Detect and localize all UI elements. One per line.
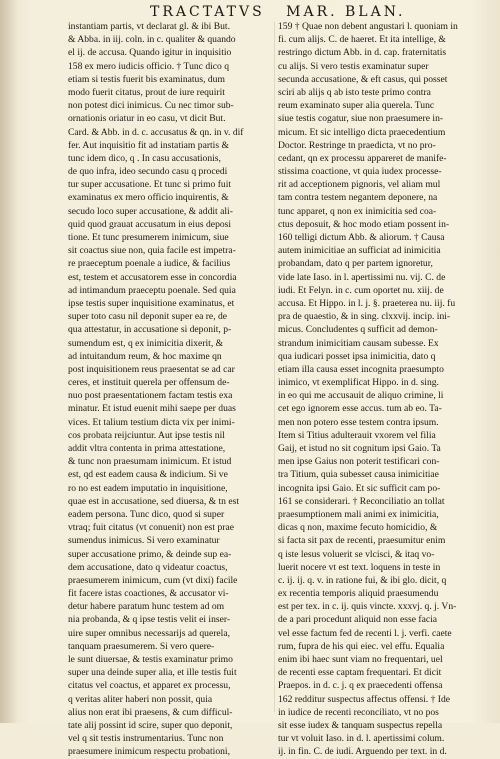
text-line: reum examinato super alia querela. Tunc: [278, 100, 435, 112]
text-line: accusa. Et Hippo. in l. j. §. praeterea nu. iij. fu: [278, 297, 456, 309]
text-line: inimico, vt exemplificat Hippo. in d. sing.: [278, 377, 439, 389]
text-line: cu alijs. Si vero testis examinatur super: [278, 60, 429, 72]
text-line: Gaij, et istud no sit cognitum ipsi Gaio. Ta: [278, 443, 441, 454]
text-line: tanquam praesumerem. Si vero quere-: [68, 640, 215, 652]
text-line: tur vt voluit Iaso. in d. l. apertissimi colum.: [278, 733, 445, 745]
text-line: super una deinde super alia, et ille testis fuit: [68, 667, 237, 679]
text-line: c. ij. ij. q. v. in ratione fui, & ibi glo. dicit, q: [278, 574, 447, 586]
text-line: el ij. de accusa. Quando igitur in inquisitio: [68, 47, 232, 59]
text-line: tam contra testem negantem deponere, na: [278, 192, 438, 204]
running-header: [150, 4, 480, 20]
text-line: q iste lesus voluerit se vlcisci, & itaq vo-: [278, 548, 435, 560]
text-line: in eo qui me accusauit de aliquo crimine, li: [278, 390, 444, 402]
text-line: sit esse iudex & tanquam suspectus repella: [278, 719, 443, 731]
text-line: etiam illa causa esset incognita praesumpto: [278, 363, 444, 375]
text-line: tunc idem dico, q . In casu accusationis,: [68, 152, 221, 164]
text-line: & tunc non praesumam inimicum. Et istud: [68, 456, 232, 468]
text-line: 159 † Quae non debent angustari l. quoniam in: [278, 21, 458, 32]
text-line: eadem persona. Tunc dico, quod si super: [68, 508, 225, 520]
text-line: probandam, dato q per partem ignoretur,: [278, 258, 433, 270]
text-line: siue testis cogatur, siue non praesumere in-: [278, 113, 444, 125]
text-line: etiam si testis fuerit bis examinatus, dum: [68, 73, 225, 85]
text-line: examinatus ex mero officio inquirentis, &: [68, 192, 229, 204]
text-line: addit vltra contenta in prima attestatione,: [68, 443, 226, 454]
text-line: 160 telligi dictum Abb. & aliorum. † Causa: [278, 232, 445, 243]
text-line: micus. Concludentes q sufficit ad demon-: [278, 324, 438, 336]
text-line: 162 redditur suspectus affectus offensi. † Ide: [278, 693, 451, 705]
text-line: in iudice de recenti reconciliato, vt no pos: [278, 706, 439, 718]
text-line: vtraq; fuit citatus (vt conuenit) non est prae: [68, 522, 234, 534]
text-line: autem inimicitiae an sufficiat ad inimicitia: [278, 245, 441, 257]
text-line: alius non erat ibi praesens, & cum difficul-: [68, 706, 233, 718]
text-line: modo fuerit citatus, prout de iure requirit: [68, 86, 225, 98]
text-line: nuo post praesentationem factam testis exa: [68, 390, 233, 402]
text-line: praesumere inimicum respectu probationi,: [68, 746, 230, 758]
text-line: quid quod grauat accusatum in eius deposi: [68, 218, 232, 230]
text-line: citatus vel coactus, et apparet ex processu,: [68, 680, 231, 692]
text-line: praesumptionem mali animi ex inimicitia,: [278, 508, 439, 520]
text-line: Card. & Abb. in d. c. accusatus & qn. in v. dif: [68, 126, 244, 138]
left-text-column: [68, 20, 273, 759]
text-line: men non potero esse testem contra ipsum.: [278, 416, 439, 428]
text-line: qua iudicari posset ipsa inimicitia, dato q: [278, 350, 436, 362]
text-line: men ipse Gaius non poterit testificari con-: [278, 456, 440, 468]
text-line: sumendum est, q ex inimicitia dixerit, &: [68, 337, 224, 349]
header-author: MAR. BLAN.: [286, 4, 406, 20]
text-line: vices. Et talium testium dicta vix per inimi-: [68, 416, 235, 428]
text-line: secunda accusatione, & eft casus, qui posset: [278, 73, 448, 85]
text-line: ex recentia temporis aliquid praesumendu: [278, 588, 439, 600]
text-line: ipse testis super inquisitione examinatus, et: [68, 297, 235, 309]
text-line: ad intuitandum reum, & hoc maxime qn: [68, 350, 222, 362]
text-line: detur habere paratum hunc testem ad om: [68, 601, 225, 613]
header-title: TRACTATVS: [150, 4, 265, 20]
text-line: dem accusatione, dato q videatur coactus,: [68, 561, 228, 573]
text-line: ad intimandum praeceptu poenale. Sed quia: [68, 284, 236, 296]
text-line: tione. Et tunc presumerem inimicum, siue: [68, 232, 229, 243]
page-gutter-shadow: [0, 0, 18, 723]
text-line: tra Titium, quia subesset causa inimicitiae: [278, 469, 439, 481]
text-line: ornationis oriatur in eo casu, vt dicit But.: [68, 113, 226, 125]
text-line: tate alij possint id scire, super quo deponit,: [68, 719, 233, 731]
text-line: secudo loco super accusatione, & addit ali-: [68, 205, 233, 217]
text-line: incognita ipsi Gaio. Et sic sufficit cam po-: [278, 482, 441, 494]
text-line: est per tex. in c. ij. quis vincte. xxxvj. q. j. Vn-: [278, 601, 457, 613]
text-line: ro no est eadem imputatio in inquisitione,: [68, 482, 228, 494]
text-line: de recenti esse captam frequentari. Et dicit: [278, 667, 442, 679]
text-line: vel q sit testis instrumentarius. Tunc non: [68, 733, 224, 745]
text-line: instantiam partis, vt declarat gl. & ibi But.: [68, 21, 230, 32]
text-line: super accusatione primo, & deinde sup ea-: [68, 548, 232, 560]
text-line: q veritas aliter haberi non possit, quia: [68, 693, 213, 705]
text-line: rum, fupra de his qui eiec. vel effu. Equalia: [278, 640, 445, 652]
text-line: minatur. Et istud euenit mihi saepe per duas: [68, 403, 236, 415]
text-line: re praeceptum poenale a iudice, & facilius: [68, 258, 231, 270]
text-line: tunc apparet, q non ex inimicitia sed coa-: [278, 205, 437, 217]
text-line: & Abba. in iij. coln. in c. qualiter & quando: [68, 34, 236, 46]
text-line: vel esse factum fed de recenti l. j. verfi. caete: [278, 627, 452, 639]
text-line: de a pari procedunt aliquid non esse facia: [278, 614, 438, 626]
text-line: stissima coactione, vt quia iudex processe-: [278, 166, 442, 178]
text-line: fer. Aut inquisitio fit ad instatiam partis &: [68, 139, 229, 151]
text-line: cedant, qn ex processu appareret de manife-: [278, 152, 447, 164]
text-line: luerit nocere vt est text. loquens in teste in: [278, 561, 441, 573]
text-line: vide late Iaso. in l. apertissimi nu. vij. C. de: [278, 271, 446, 283]
text-line: super toto casu nil deponit super ea re, de: [68, 311, 228, 323]
text-line: pra de quaestio, & in sing. clxxvij. incip. ini-: [278, 311, 451, 323]
text-line: ceres, et instituit querela per offensum de-: [68, 377, 230, 389]
text-line: le sunt diuersae, & testis examinatur primo: [68, 654, 233, 665]
text-line: de quo infra, ideo secundo casu q procedi: [68, 166, 228, 178]
text-line: uire super omnibus necessarijs ad querela,: [68, 627, 230, 639]
text-line: cos probata reijciuntur. Aut ipse testis nil: [68, 429, 225, 441]
text-line: est, testem et accusatorem esse in concordia: [68, 271, 237, 283]
text-line: fi. cum alijs. C. de haeret. Et ita intellige, &: [278, 34, 446, 46]
text-line: micum. Et sic intelligo dicta praecedentium: [278, 126, 446, 138]
column-divider: [274, 22, 275, 712]
text-line: est, qd est eadem causa & indicium. Si ve: [68, 469, 228, 481]
text-line: Praepos. in d. c. j. q ex praecedenti offensa: [278, 680, 443, 692]
text-line: dicas q non, maxime fecuto homicidio, &: [278, 522, 438, 534]
text-line: rit ad acceptionem pignoris, vel aliam mul: [278, 179, 441, 191]
right-text-column: [278, 20, 483, 759]
text-line: sit coactus siue non, quia facile est impetra-: [68, 245, 236, 257]
text-line: ij. in fin. C. de iudi. Arguendo per text. in d.: [278, 746, 447, 758]
text-line: nia probanda, & q ipse testis velit ei inser-: [68, 614, 231, 626]
text-line: tur super accusatione. Et tunc si primo fuit: [68, 179, 232, 191]
text-line: qua attestatur, in accusatione si deponit, p-: [68, 324, 232, 336]
text-line: Item si Titius adulterauit vxorem vel filia: [278, 429, 436, 441]
text-line: enim ibi haec sunt viam no frequentari, uel: [278, 654, 443, 665]
text-line: quae est in accusatione, sed diuersa, & tn est: [68, 495, 240, 507]
text-line: Doctor. Restringe tn praedicta, vt no pro-: [278, 139, 436, 151]
text-line: fit facere istas coactiones, & accusator vi-: [68, 588, 229, 600]
text-line: cet ego ignorem esse accus. tum ab eo. Ta-: [278, 403, 442, 415]
text-line: sumendus inimicus. Si vero examinatur: [68, 535, 220, 547]
text-line: si facta sit pax de recenti, praesumitur enim: [278, 535, 446, 547]
text-line: ctus deposuit, & hoc modo etiam possent in-: [278, 218, 450, 230]
text-line: non potest dici inimicus. Cu nec timor sub-: [68, 100, 234, 112]
text-line: restringo dictum Abb. in d. cap. fraternitatis: [278, 47, 447, 59]
text-line: post inquisitionem reus praesentat se ad car: [68, 363, 235, 375]
text-line: sciri ab alijs q ab isto teste primo contra: [278, 86, 431, 98]
text-line: strandum inimicitiam causam subesse. Ex: [278, 337, 439, 349]
text-line: praesumerem inimicum, cum (vt dixi) facile: [68, 574, 238, 586]
text-line: iudi. Et Felyn. in c. cum oportet nu. xiij. de: [278, 284, 444, 296]
text-line: 158 ex mero iudicis officio. † Tunc dico q: [68, 60, 230, 72]
text-line: 161 se considerari. † Reconciliatio an tollat: [278, 495, 445, 507]
